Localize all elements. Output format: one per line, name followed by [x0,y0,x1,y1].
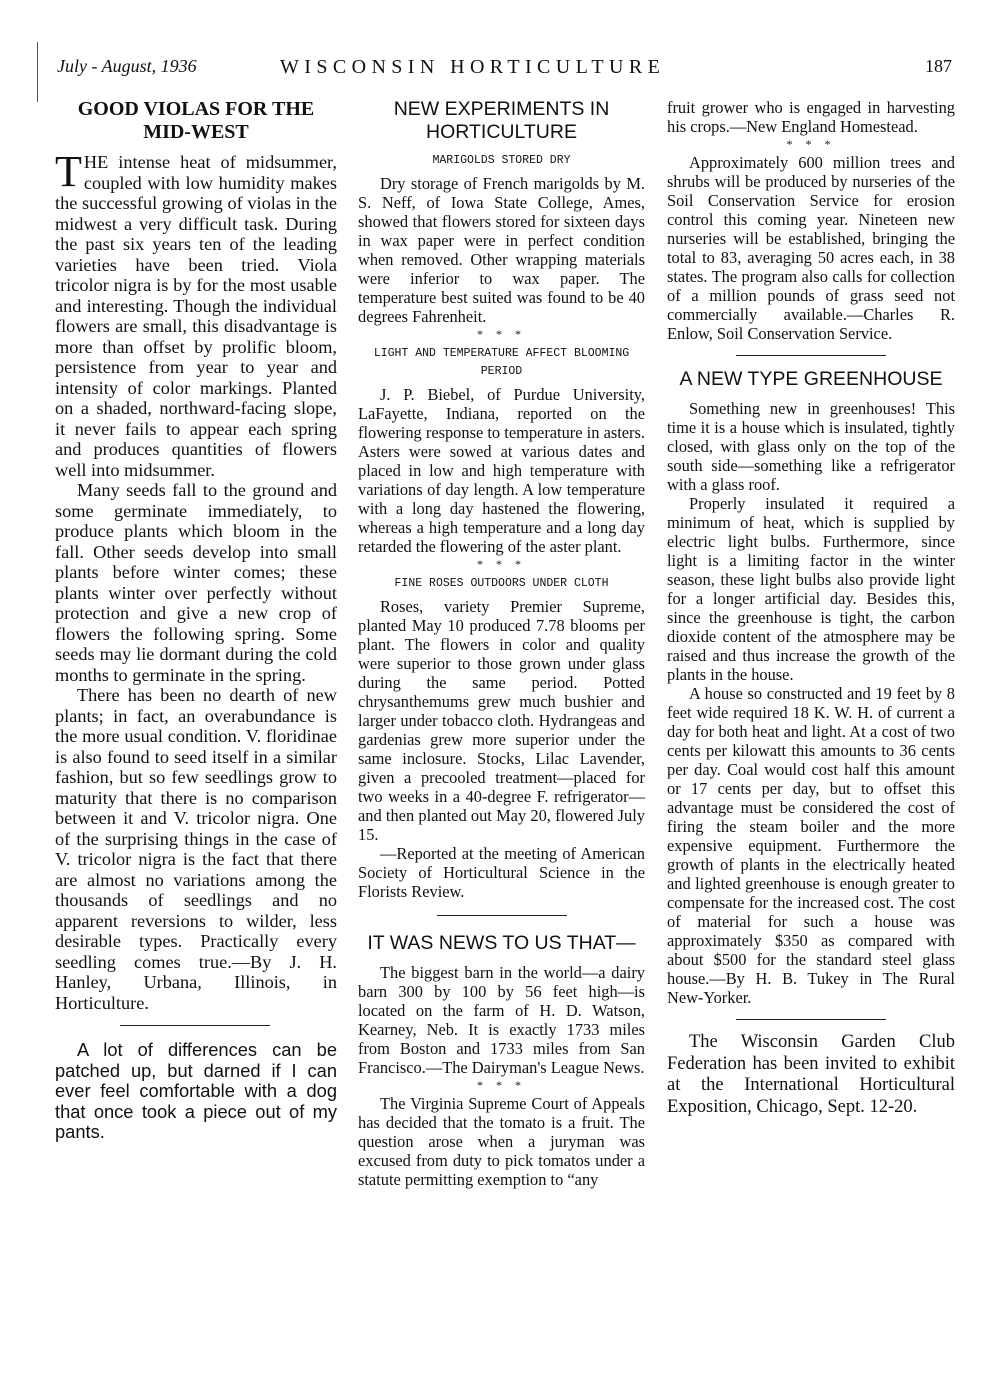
article-title-experiments: NEW EXPERIMENTS IN HORTICULTURE [393,98,610,143]
article-title-greenhouse: A NEW TYPE GREENHOUSE [679,368,943,390]
subheading: FINE ROSES OUTDOORS UNDER CLOTH [394,577,609,590]
paragraph: The biggest barn in the world—a dairy barn 300 by 100 by 56 feet high—is located on the farm of H. D. Watson, Kearney, Neb. It is exactly 1733 miles from Boston and 1733 miles from San Francisco.—The Dairyman's League News. [358,963,645,1077]
issue-date: July - August, 1936 [57,56,197,76]
filler-quote: A lot of differences can be patched up, but darned if I can ever feel comfortable with a dog that once took a piece out of my pants. [55,1039,337,1142]
paragraph: Dry storage of French marigolds by M. S. Neff, of Iowa State College, Ames, showed that flowers stored for sixteen days in wax paper were in perfect condition when removed. Other wrapping materials were inferior to wax paper. The temperature best suited was found to be 40 degrees Fahrenheit. [358,174,645,326]
paragraph: Something new in greenhouses! This time it is a house which is insulated, tightly closed, with glass only on the top of the south side—something like a refrigerator with a glass roof. [667,399,955,494]
divider [120,1025,270,1026]
exposition-notice: The Wisconsin Garden Club Federation has been invited to exhibit at the International Horticultural Exposition, Chicago, Sept. 12-20. [667,1032,955,1117]
paragraph: The Virginia Supreme Court of Appeals has decided that the tomato is a fruit. The question arose when a juryman was excused from duty to pick tomatos under a statute permitting exemption to “any [358,1094,645,1189]
paragraph: Approximately 600 million trees and shrubs will be produced by nurseries of the Soil Conservation Service for erosion control this coming year. Nineteen new nurseries will be established, bringing the total to 83, averaging 50 acres each, in 38 states. The program also calls for collection of a million pounds of grass seed not commercially available.—Charles R. Enlow, Soil Conservation Service. [667,153,955,343]
paragraph: fruit grower who is engaged in harvesting his crops.—New England Homestead. [667,98,955,136]
paragraph: J. P. Biebel, of Purdue University, LaFayette, Indiana, reported on the flowering response to temperature in asters. Asters were sowed at various dates and placed in low and high temperature with variations of day length. A low temperature with a long day hastened the flowering, whereas a high temperature and a long day retarded the flowering of the aster plant. [358,385,645,556]
drop-cap: T [55,147,82,196]
paragraph: Many seeds fall to the ground and some germinate immediately, to produce plants which bloom in the fall. Other seeds develop into small plants before winter comes; these plants winter over perfectly without protection and give a new crop of flowers the following spring. Some seeds may lie dormant during the cold months to germinate in the spring. [55,480,337,685]
section-break: * * * [477,327,526,341]
paragraph: A house so constructed and 19 feet by 8 feet wide required 18 K. W. H. of current a day for both heat and light. At a cost of two cents per kilowatt this amounts to 36 cents per day. Coal would cost half this amount or 17 cents per day, but to offset this advantage must be considered the cost of firing the steam boiler and the more expensive equipment. Furthermore the growth of plants in the electrically heated and lighted greenhouse is enough greater to compensate for the increased cost. The cost of material for such a house was approximately $350 as compared with about $500 for the standard steel glass house.—By H. B. Tukey in The Rural New-Yorker. [667,684,955,1007]
section-break: * * * [477,557,526,571]
paragraph: THE intense heat of midsummer, coupled with low humidity makes the successful growing of violas in the midwest a very difficult task. During the past six years ten of the leading varieties have been tried. Viola tricolor nigra is by for the most usable and interesting. Though the individual flowers are small, this disadvantage is more than offset by prolific bloom, persistence from year to year and intensity of color markings. Planted on a shaded, northward-facing slope, it never fails to appear each spring and produces quantities of flowers well into midsummer. [55,147,337,480]
page-header [0,56,1005,86]
subheading: LIGHT AND TEMPERATURE AFFECT BLOOMING PERIOD [373,347,630,378]
section-break: * * * [786,137,836,151]
paragraph: Properly insulated it required a minimum of heat, which is supplied by electric light bulbs. Furthermore, since light is a limiting factor in the winter season, these light bulbs also provide light for a longer artificial day. Besides this, since the greenhouse is tight, the carbon dioxide content of the atmosphere may be raised and thus increase the growth of the plants in the house. [667,494,955,684]
section-break: * * * [477,1078,526,1092]
divider [736,355,886,356]
subheading: MARIGOLDS STORED DRY [432,154,571,167]
article-title-violas: GOOD VIOLAS FOR THE MID-WEST [77,98,315,143]
divider [437,915,567,916]
divider [736,1019,886,1020]
paragraph: There has been no dearth of new plants; in fact, an overabundance is the more usual condition. V. floridinae is also found to seed itself in a similar fashion, but so few seedlings grow to maturity that there is no comparison between it and V. tricolor nigra. One of the surprising things in the case of V. tricolor nigra is the fact that there are almost no variations among the thousands of seedlings and no apparent reversions to wilder, less desirable types. Practically every seedling comes true.—By J. H. Hanley, Urbana, Illinois, in Horticulture. [55,685,337,1013]
column-2 [358,98,645,1189]
paragraph: —Reported at the meeting of American Society of Horticultural Science in the Florists Review. [358,844,645,901]
column-3 [667,98,955,1118]
journal-title: WISCONSIN HORTICULTURE [280,56,666,78]
column-1 [55,98,337,1143]
paragraph: Roses, variety Premier Supreme, planted May 10 produced 7.78 blooms per plant. The flowers in color and quality were superior to those grown under glass during the same period. Potted chrysanthemums grew much bushier and larger under tobacco cloth. Hydrangeas and gardenias grew more superior under the same inclosure. Stocks, Lilac Lavender, given a precooled treatment—placed for two weeks in a 40-degree F. refrigerator—and then planted out May 20, flowered July 15. [358,597,645,844]
article-title-news: IT WAS NEWS TO US THAT— [367,932,636,954]
page-number: 187 [925,56,952,76]
